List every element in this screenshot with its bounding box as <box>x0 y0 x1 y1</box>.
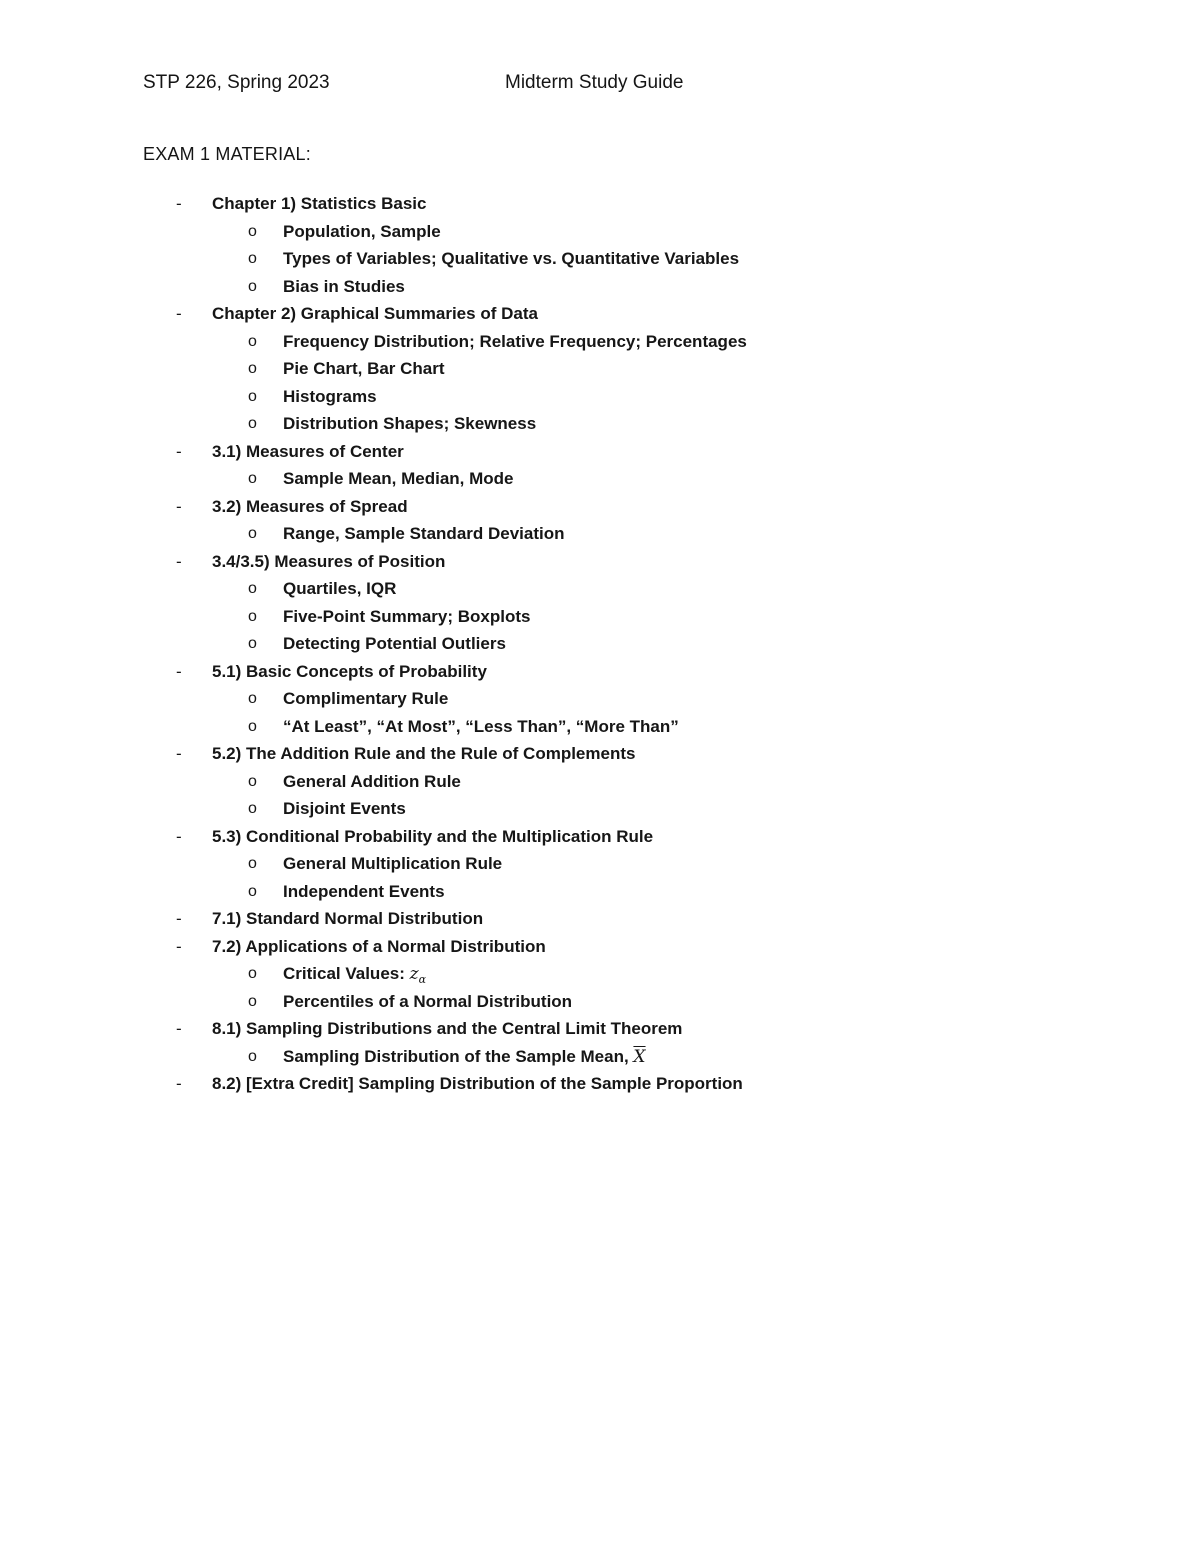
circle-bullet: o <box>248 360 257 377</box>
subtopic-item <box>0 603 1200 631</box>
subtopic-text <box>283 685 448 713</box>
dash-bullet: - <box>176 1074 182 1093</box>
item-label: Frequency Distribution; Relative Frequency; Percentages <box>283 331 747 351</box>
dash-bullet: - <box>176 441 182 461</box>
topic-text <box>212 905 483 933</box>
item-label: “At Least”, “At Most”, “Less Than”, “More Than” <box>283 716 679 736</box>
topic-item <box>0 933 1200 961</box>
topic-item <box>0 823 1200 851</box>
subtopic-item <box>0 850 1200 878</box>
subtopic-text <box>283 1043 646 1072</box>
topic-item <box>0 438 1200 466</box>
item-label: Types of Variables; Qualitative vs. Quantitative Variables <box>283 249 740 268</box>
subtopic-item <box>0 273 1200 301</box>
circle-bullet: o <box>248 992 257 1010</box>
subtopic-item <box>0 685 1200 713</box>
subtopic-item <box>0 768 1200 796</box>
circle-bullet: o <box>248 525 257 542</box>
subtopic-item <box>0 355 1200 383</box>
dash-bullet: - <box>176 826 182 846</box>
subtopic-text <box>283 795 406 823</box>
subtopic-text <box>283 520 565 548</box>
circle-bullet: o <box>248 277 257 295</box>
item-label: 8.2) [Extra Credit] Sampling Distribution of the Sample Proportion <box>212 1074 743 1093</box>
topic-text <box>212 740 635 768</box>
dash-bullet: - <box>176 661 182 681</box>
item-label: Range, Sample Standard Deviation <box>283 524 565 543</box>
circle-bullet: o <box>248 415 257 432</box>
topic-item <box>0 740 1200 768</box>
item-label: Five-Point Summary; Boxplots <box>283 606 531 626</box>
subtopic-text <box>283 850 502 878</box>
circle-bullet: o <box>248 250 257 267</box>
subtopic-item <box>0 465 1200 493</box>
item-label: Critical Values: <box>283 964 410 983</box>
course-name: STP 226, Spring 2023 <box>143 72 330 93</box>
dash-bullet: - <box>176 909 182 928</box>
subtopic-text <box>283 245 739 273</box>
topic-text <box>212 823 653 851</box>
dash-bullet: - <box>176 304 182 323</box>
item-label: 3.4/3.5) Measures of Position <box>212 551 446 571</box>
item-label: Disjoint Events <box>283 799 406 818</box>
topic-item <box>0 1070 1200 1098</box>
item-label: Histograms <box>283 386 377 406</box>
topic-text <box>212 658 487 686</box>
subtopic-item <box>0 328 1200 356</box>
subtopic-text <box>283 218 441 246</box>
dash-bullet: - <box>176 744 182 763</box>
item-label: Sample Mean, Median, Mode <box>283 469 514 488</box>
circle-bullet: o <box>248 1047 257 1065</box>
circle-bullet: o <box>248 222 257 240</box>
topic-text <box>212 548 445 576</box>
item-label: 7.2) Applications of a Normal Distribution <box>212 936 546 956</box>
subtopic-text <box>283 878 445 906</box>
circle-bullet: o <box>248 470 257 487</box>
subtopic-text <box>283 603 530 631</box>
item-label: Percentiles of a Normal Distribution <box>283 991 573 1011</box>
item-label: Detecting Potential Outliers <box>283 634 506 653</box>
subtopic-item <box>0 383 1200 411</box>
item-label: Distribution Shapes; Skewness <box>283 414 537 433</box>
item-label: 7.1) Standard Normal Distribution <box>212 909 484 928</box>
topic-item <box>0 493 1200 521</box>
topic-text <box>212 1015 682 1043</box>
math-subscript: α <box>418 973 427 986</box>
item-label: Population, Sample <box>283 221 441 241</box>
subtopic-item <box>0 878 1200 906</box>
subtopic-text <box>283 713 679 741</box>
section-heading: EXAM 1 MATERIAL: <box>143 144 311 164</box>
subtopic-text <box>283 328 747 356</box>
circle-bullet: o <box>248 717 257 735</box>
item-label: Independent Events <box>283 881 445 901</box>
item-label: 5.2) The Addition Rule and the Rule of Complements <box>212 744 636 763</box>
item-label: 8.1) Sampling Distributions and the Central Limit Theorem <box>212 1019 683 1038</box>
circle-bullet: o <box>248 607 257 625</box>
document-title: Midterm Study Guide <box>505 72 684 93</box>
math-symbol: $\overline{X}$ <box>633 1046 646 1067</box>
subtopic-item <box>0 630 1200 658</box>
subtopic-text <box>283 273 405 301</box>
item-label: Chapter 1) Statistics Basic <box>212 194 427 213</box>
topic-outline <box>0 190 1200 1098</box>
circle-bullet: o <box>248 690 257 707</box>
circle-bullet: o <box>248 882 257 900</box>
subtopic-item <box>0 218 1200 246</box>
circle-bullet: o <box>248 965 257 982</box>
circle-bullet: o <box>248 580 257 597</box>
topic-item <box>0 1015 1200 1043</box>
dash-bullet: - <box>176 496 182 516</box>
dash-bullet: - <box>176 194 182 213</box>
item-label: 5.3) Conditional Probability and the Multiplication Rule <box>212 826 654 846</box>
subtopic-text <box>283 575 396 603</box>
topic-item <box>0 300 1200 328</box>
subtopic-text <box>283 355 445 383</box>
subtopic-text <box>283 768 461 796</box>
item-label: 3.2) Measures of Spread <box>212 496 408 516</box>
circle-bullet: o <box>248 855 257 872</box>
subtopic-text <box>283 988 572 1016</box>
item-label: Pie Chart, Bar Chart <box>283 359 445 378</box>
circle-bullet: o <box>248 332 257 350</box>
topic-item <box>0 548 1200 576</box>
topic-text <box>212 190 426 218</box>
item-label: Quartiles, IQR <box>283 579 397 598</box>
subtopic-text <box>283 630 506 658</box>
subtopic-item <box>0 575 1200 603</box>
item-label: General Multiplication Rule <box>283 854 503 873</box>
subtopic-text <box>283 465 514 493</box>
topic-text <box>212 438 404 466</box>
dash-bullet: - <box>176 936 182 956</box>
topic-text <box>212 300 538 328</box>
circle-bullet: o <box>248 635 257 652</box>
dash-bullet: - <box>176 1019 182 1038</box>
item-label: General Addition Rule <box>283 771 461 791</box>
item-label: 3.1) Measures of Center <box>212 441 404 461</box>
item-label: Chapter 2) Graphical Summaries of Data <box>212 304 538 323</box>
subtopic-item <box>0 960 1200 988</box>
subtopic-item <box>0 988 1200 1016</box>
subtopic-item <box>0 245 1200 273</box>
item-label: 5.1) Basic Concepts of Probability <box>212 661 487 681</box>
circle-bullet: o <box>248 387 257 405</box>
topic-item <box>0 190 1200 218</box>
topic-text <box>212 493 408 521</box>
subtopic-item <box>0 795 1200 823</box>
subtopic-text <box>283 383 377 411</box>
subtopic-item <box>0 520 1200 548</box>
subtopic-text <box>283 410 536 438</box>
circle-bullet: o <box>248 772 257 790</box>
topic-text <box>212 1070 743 1098</box>
dash-bullet: - <box>176 551 182 571</box>
subtopic-item <box>0 713 1200 741</box>
item-label: Bias in Studies <box>283 276 405 296</box>
subtopic-item <box>0 410 1200 438</box>
subtopic-item <box>0 1043 1200 1071</box>
page-header <box>143 72 843 100</box>
circle-bullet: o <box>248 800 257 817</box>
topic-text <box>212 933 546 961</box>
item-label: Complimentary Rule <box>283 689 449 708</box>
topic-item <box>0 905 1200 933</box>
math-symbol: z <box>409 964 419 984</box>
topic-item <box>0 658 1200 686</box>
item-label: Sampling Distribution of the Sample Mean, <box>283 1046 634 1066</box>
